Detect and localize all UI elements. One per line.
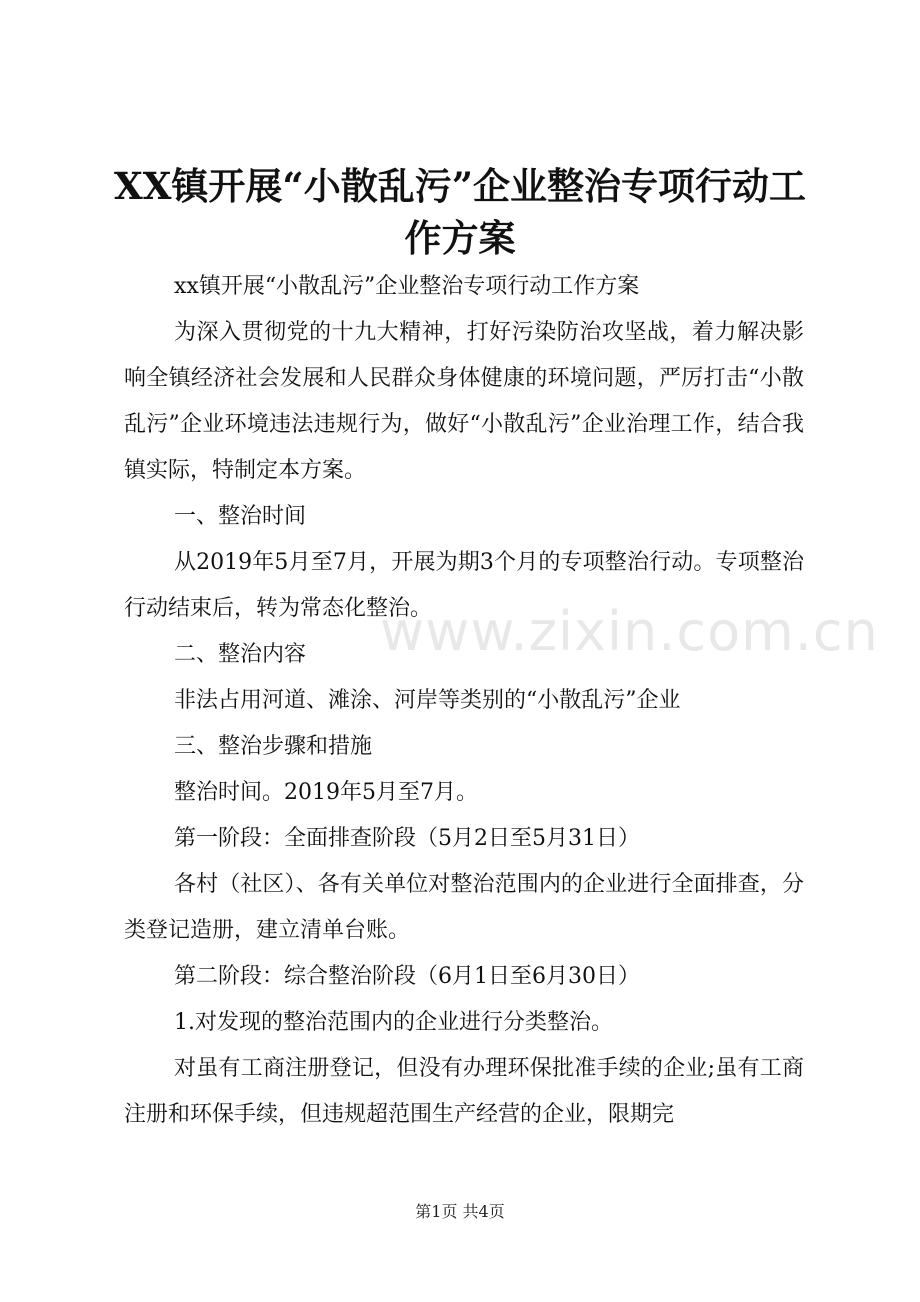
- time-paragraph: 从2019年5月至7月，开展为期3个月的专项整治行动。专项整治行动结束后，转为常态化整治。: [124, 550, 804, 621]
- phase-one-paragraph: 各村（社区）、各有关单位对整治范围内的企业进行全面排查，分类登记造册，建立清单台账。: [124, 872, 804, 943]
- phase-one-heading: 第一阶段：全面排查阶段（5月2日至5月31日）: [174, 826, 640, 851]
- steps-time-paragraph: 整治时间。2019年5月至7月。: [174, 780, 478, 805]
- section-heading-steps: 三、整治步骤和措施: [174, 734, 373, 759]
- phase-two-heading: 第二阶段：综合整治阶段（6月1日至6月30日）: [174, 964, 640, 989]
- document-subtitle: xx镇开展“小散乱污”企业整治专项行动工作方案: [174, 274, 640, 299]
- document-title: XX镇开展“小散乱污”企业整治专项行动工作方案: [114, 164, 806, 260]
- phase-two-paragraph: 对虽有工商注册登记，但没有办理环保批准手续的企业;虽有工商注册和环保手续，但违规超范围生产经营的企业，限期完: [124, 1056, 804, 1127]
- phase-two-item-1: 1.对发现的整治范围内的企业进行分类整治。: [174, 1010, 613, 1035]
- page-footer: 第1页 共4页: [415, 1202, 505, 1221]
- content-paragraph: 非法占用河道、滩涂、河岸等类别的“小散乱污”企业: [174, 688, 681, 713]
- watermark: www.zixin.com.cn: [380, 600, 879, 663]
- document-body: [124, 264, 804, 1138]
- section-heading-content: 二、整治内容: [174, 642, 307, 667]
- section-heading-time: 一、整治时间: [174, 504, 307, 529]
- intro-paragraph: 为深入贯彻党的十九大精神，打好污染防治攻坚战，着力解决影响全镇经济社会发展和人民群众身体健康的环境问题，严厉打击“小散乱污”企业环境违法违规行为，做好“小散乱污”企业治理工作，结合我镇实际，特制定本方案。: [124, 320, 804, 483]
